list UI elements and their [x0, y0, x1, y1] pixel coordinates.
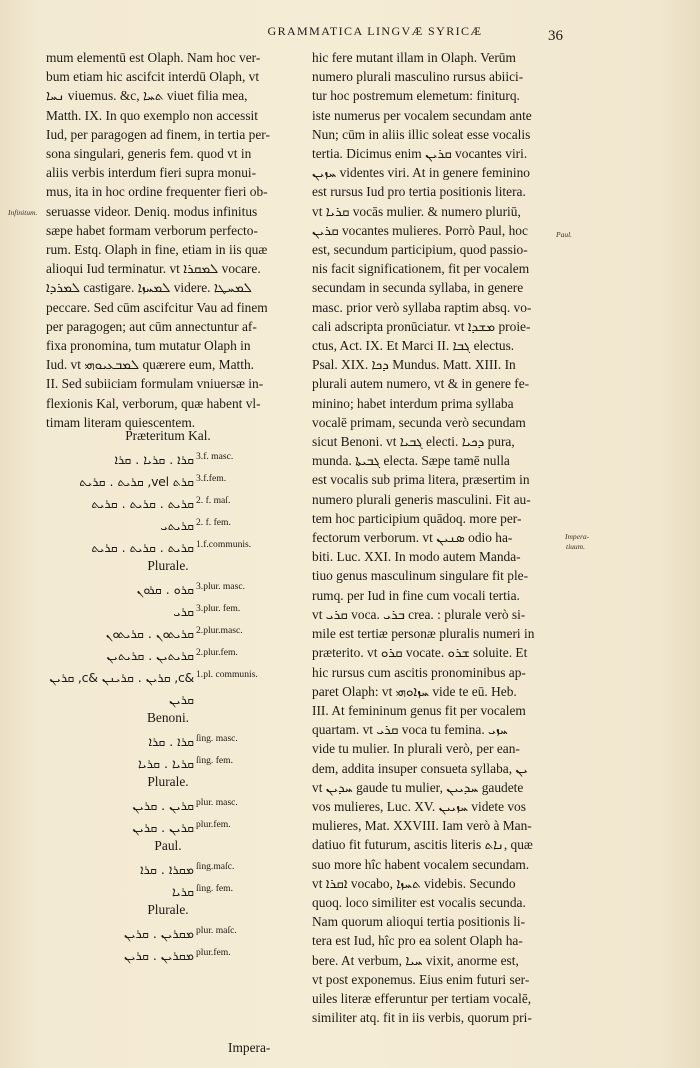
form-label: 3.plur. masc. [196, 581, 246, 592]
text-line: bere. At verbum, ܚܝܐ vixit, anorme est, [312, 952, 519, 968]
text-line: ܠܡܪܕܐ castigare. ܠܡܚܙܐ videre. ܠܡܚܛܐ [46, 280, 252, 296]
form-label: ſing. masc. [196, 733, 238, 744]
syriac-forms: ܩܪܝ [173, 604, 194, 619]
text-line: tertia. Dicimus enim ܩܪܝܢ vocantes viri. [312, 146, 528, 162]
running-header: GRAMMATICA LINGVÆ SYRICÆ [267, 24, 483, 38]
text-line: vt ܚܕܝܢ gaude tu mulier, ܚܕܝܝܢ gaudete [312, 779, 524, 795]
text-line: quoq. loco similiter est vocalis secunda. [312, 894, 526, 910]
form-label: ſing.maſc. [196, 861, 235, 872]
syriac-forms: ܩܪܬ vel, ܩܪܝܬ . ܩܪܝܬ [79, 474, 194, 489]
text-line: Nam quorum alioqui tertia positionis li- [312, 914, 526, 930]
table-row [46, 878, 290, 900]
form-label: 3.plur. fem. [196, 603, 241, 614]
text-line: tiuo genus masculinum singulare fit ple- [312, 568, 529, 584]
table-row [46, 792, 290, 814]
text-line: vt post exponemus. Eius enim futuri ser- [312, 971, 530, 987]
form-label: 1.f.communis. [196, 539, 252, 550]
table-heading: Præteritum Kal. [125, 428, 211, 443]
text-line: rum. Estq. Olaph in fine, etiam in iis quæ [46, 242, 268, 258]
text-line: Matth. IX. In quo exemplo non accessit [46, 107, 258, 123]
text-line: ctus, Act. IX. Et Marci II. ܓܒܐ electus. [312, 338, 515, 354]
text-line: alioqui Iud terminatur. vt ܠܡܩܪܐ vocare. [46, 261, 261, 277]
text-line: tem hoc participium quādoq. more per- [312, 510, 522, 526]
form-label: ſing. fem. [196, 883, 234, 894]
text-line: sona singulari, generis fem. quod vt in [46, 146, 252, 162]
text-line: fectorum verborum. vt ܣܢܝܢ odio ha- [312, 530, 513, 546]
text-line: uiles literæ efferuntur per tertiam vocalē, [312, 990, 532, 1006]
conjugation-table [46, 426, 290, 964]
text-line: vt ܩܪܝܐ vocās mulier. & numero pluriū, [312, 203, 521, 219]
form-label: 3.f.fem. [196, 473, 227, 484]
text-line: sicut Benoni. vt ܓܒܝܐ electi. ܕܟܝܐ pura, [312, 434, 515, 450]
text-line: vos mulieres, Luc. XV. ܚܙܝܝܢ videte vos [312, 798, 526, 814]
syriac-forms: ܡܩܪܝܢ . ܩܪܝܢ [124, 926, 194, 941]
text-line: suo more hîc habent vocalem secundam. [312, 856, 530, 872]
text-line: III. At femininum genus fit per vocalem [312, 702, 526, 718]
table-row [46, 512, 290, 534]
table-row [46, 446, 290, 468]
text-line: flexionis Kal, verborum, quæ habent vl- [46, 395, 261, 411]
text-line: vt ܩܪܝ voca. ܒܪܝ crea. : plurale verò si- [312, 606, 526, 622]
syriac-forms: ܩܪܝܬ . ܩܪܝܬ . ܩܪܝܬ [91, 496, 194, 511]
text-line: dem, addita insuper consueta syllaba, ܝܢ [312, 760, 528, 776]
table-row [46, 490, 290, 512]
table-heading: Plurale. [147, 558, 189, 573]
text-line: mus, ita in hoc ordine frequenter fieri ob- [46, 184, 268, 200]
table-row [46, 620, 290, 642]
text-line: bum etiam hic ascifcit interdū Olaph, vt [46, 69, 260, 85]
text-line: minino; habet interdum prima syllaba [312, 395, 514, 411]
table-row [46, 942, 290, 964]
table-row [46, 920, 290, 942]
right-column [312, 48, 564, 1027]
text-line: ܚܙܝܢ videntes viri. At in genere feminino [312, 165, 530, 181]
text-line: biti. Luc. XXI. In modo autem Manda- [312, 549, 521, 565]
table-heading: Plurale. [147, 774, 189, 789]
text-line: est vocalis sub prima litera, præsertim in [312, 472, 530, 488]
text-line: sæpe habet formam verborum perfecto- [46, 222, 258, 238]
form-label: 1.pl. communis. [196, 669, 258, 680]
text-line: vt ܐܩܪܐ vocabo, ܬܚܙܐ videbis. Secundo [312, 875, 516, 891]
text-line: est rursus Iud pro tertia positionis litera. [312, 184, 526, 200]
text-line: numero plurali generis masculini. Fit au- [312, 491, 531, 507]
text-line: similiter atq. fit in iis verbis, quorum pri- [312, 1010, 532, 1026]
table-row [46, 664, 290, 686]
text-line: seruasse videor. Deniq. modus infinitus [46, 203, 258, 219]
table-row [46, 642, 290, 664]
syriac-forms: ܩܪܝܐ [171, 884, 194, 899]
text-line: est, secundum participium, quod passio- [312, 242, 528, 258]
table-row [46, 750, 290, 772]
form-label: 2. f. maſ. [196, 495, 231, 506]
form-label: plur. maſc. [196, 925, 237, 936]
syriac-forms: ܩܪܝܢ . ܩܪܝܢ [132, 798, 194, 813]
table-row [46, 856, 290, 878]
catchword: Impera- [228, 1040, 271, 1055]
text-line: mile est tertiæ personæ pluralis numeri in [312, 626, 535, 642]
text-line: Iud, per paragogen ad finem, in tertia per- [46, 126, 270, 142]
text-line: Iud. vt ܠܡܒܥܝܘܗܝ quærere eum, Matth. [46, 357, 254, 373]
form-label: plur.fem. [196, 947, 231, 958]
margin-note-infinitum: Infinitum. [8, 208, 38, 217]
syriac-forms: ܩܪܘ . ܩܪܘܢ [136, 582, 194, 597]
text-line: per paragogen; aut cūm annectuntur af- [46, 318, 257, 334]
text-line: iste numerus per vocalem secundam ante [312, 107, 532, 123]
syriac-forms: ܡܩܪܝܢ . ܩܪܝܢ [124, 948, 194, 963]
text-line: numero plurali masculino rursus abiici- [312, 69, 524, 85]
table-heading: Benoni. [146, 710, 190, 725]
text-line: Nun; cūm in aliis illic soleat esse vocalis [312, 126, 531, 142]
text-line: mum elementū est Olaph. Nam hoc ver- [46, 50, 261, 65]
table-heading: Paul. [154, 838, 182, 853]
text-line: masc. prior verò syllaba raptim absq. vo- [312, 299, 532, 315]
syriac-forms: ܩܪܐ . ܩܪܝܐ . ܩܪܐ [114, 452, 194, 467]
table-heading: Plurale. [147, 902, 189, 917]
text-line: II. Sed subiiciam formulam vniuersæ in- [46, 376, 264, 392]
text-line: vide tu mulier. In plurali verò, per ean- [312, 741, 520, 757]
table-row [46, 598, 290, 620]
syriac-forms: ܩܪܝܬ . ܩܪܝܬ . ܩܪܝܬ [91, 540, 194, 555]
text-line: nis facit significationem, fit per vocalem [312, 261, 530, 277]
form-label: 2.plur.fem. [196, 647, 238, 658]
syriac-forms: ܩܪܝܢ . ܩܪܝܢ [132, 820, 194, 835]
text-line: vocalē primam, secunda verò secundam [312, 414, 526, 430]
table-row [46, 814, 290, 836]
form-label: 2. f. fem. [196, 517, 231, 528]
text-line: secundam in secunda syllaba, in genere [312, 280, 524, 296]
syriac-forms: ܡܩܪܐ . ܩܪܐ [140, 862, 194, 877]
text-line: præterito. vt ܩܪܘ vocate. ܫܪܘ soluite. Et [312, 645, 528, 661]
text-line: hic rursus cum ascitis pronominibus ap- [312, 664, 526, 680]
text-line: peccare. Sed cūm ascifcitur Vau ad finem [46, 299, 268, 315]
syriac-forms: ܩܪܐ . ܩܪܐ [148, 734, 194, 749]
table-row [46, 468, 290, 490]
table-row [46, 728, 290, 750]
text-line: cali adscripta pronūciatur. vt ܡܫܕܐ proie- [312, 318, 531, 334]
syriac-forms: ܩܪܝܢ [169, 692, 194, 707]
text-line: datiuo fit futurum, ascitis literis ܢܐܬ, quæ [312, 837, 533, 853]
table-row [46, 576, 290, 598]
text-line: fixa pronomina, tum mutatur Olaph in [46, 338, 251, 354]
text-line: tur hoc postremum elemetum: finiturq. [312, 88, 520, 104]
syriac-forms: &c, ܩܪܝܢ . ܩܪܝܢܢ &c, ܩܪܝܢ [49, 670, 194, 685]
text-line: munda. ܓܒܝܬܐ electa. Sæpe tamē nulla [312, 453, 510, 469]
text-line: rumq. per Iud in fine cum vocali tertia. [312, 587, 520, 603]
form-label: ſing. fem. [196, 755, 234, 766]
text-line: timam literam quiescentem. [46, 414, 196, 430]
text-line: Psal. XIX. ܕܟܐ Mundus. Matt. XIII. In [312, 357, 516, 373]
margin-note-impera: Impera- [565, 532, 590, 541]
table-row [46, 534, 290, 556]
syriac-forms: ܩܪܝܬܘܢ . ܩܪܝܬܘܢ [105, 626, 194, 641]
text-line: paret Olaph: vt ܚܙܐܘܗܝ vide te eū. Heb. [312, 683, 517, 699]
margin-note-tiuum: tiuum. [566, 542, 585, 551]
text-line: mulieres, Mat. XXVIII. Iam verò à Man- [312, 818, 532, 834]
form-label: plur.fem. [196, 819, 231, 830]
syriac-forms: ܩܪܝܬܝܢ . ܩܪܝܬܝܢ [106, 648, 194, 663]
page-number: 36 [548, 28, 563, 44]
text-line: ܩܪܝܢ vocantes mulieres. Porrò Paul, hoc [312, 222, 528, 238]
syriac-forms: ܩܪܝܬܝ [160, 518, 194, 533]
left-column [46, 48, 286, 432]
text-line: ܢܚܐ viuemus. &c, ܬܚܐ viuet filia mea, [46, 88, 248, 104]
text-line: plurali autem numero, vt & in genere fe- [312, 376, 530, 392]
form-label: 2.plur.masc. [196, 625, 243, 636]
form-label: 3.f. masc. [196, 451, 234, 462]
margin-note-paul: Paul. [556, 230, 573, 239]
syriac-forms: ܩܪܝܐ . ܩܪܝܐ [138, 756, 194, 771]
form-label: plur. masc. [196, 797, 238, 808]
text-line: tera est Iud, hîc pro ea solent Olaph ha- [312, 933, 523, 949]
text-line: quartam. vt ܩܪܝ voca tu femina. ܚܙܝ [312, 722, 508, 738]
text-line: hic fere mutant illam in Olaph. Verūm [312, 50, 516, 65]
text-line: aliis verbis interdum fieri supra monui- [46, 165, 257, 181]
table-row [46, 686, 290, 708]
